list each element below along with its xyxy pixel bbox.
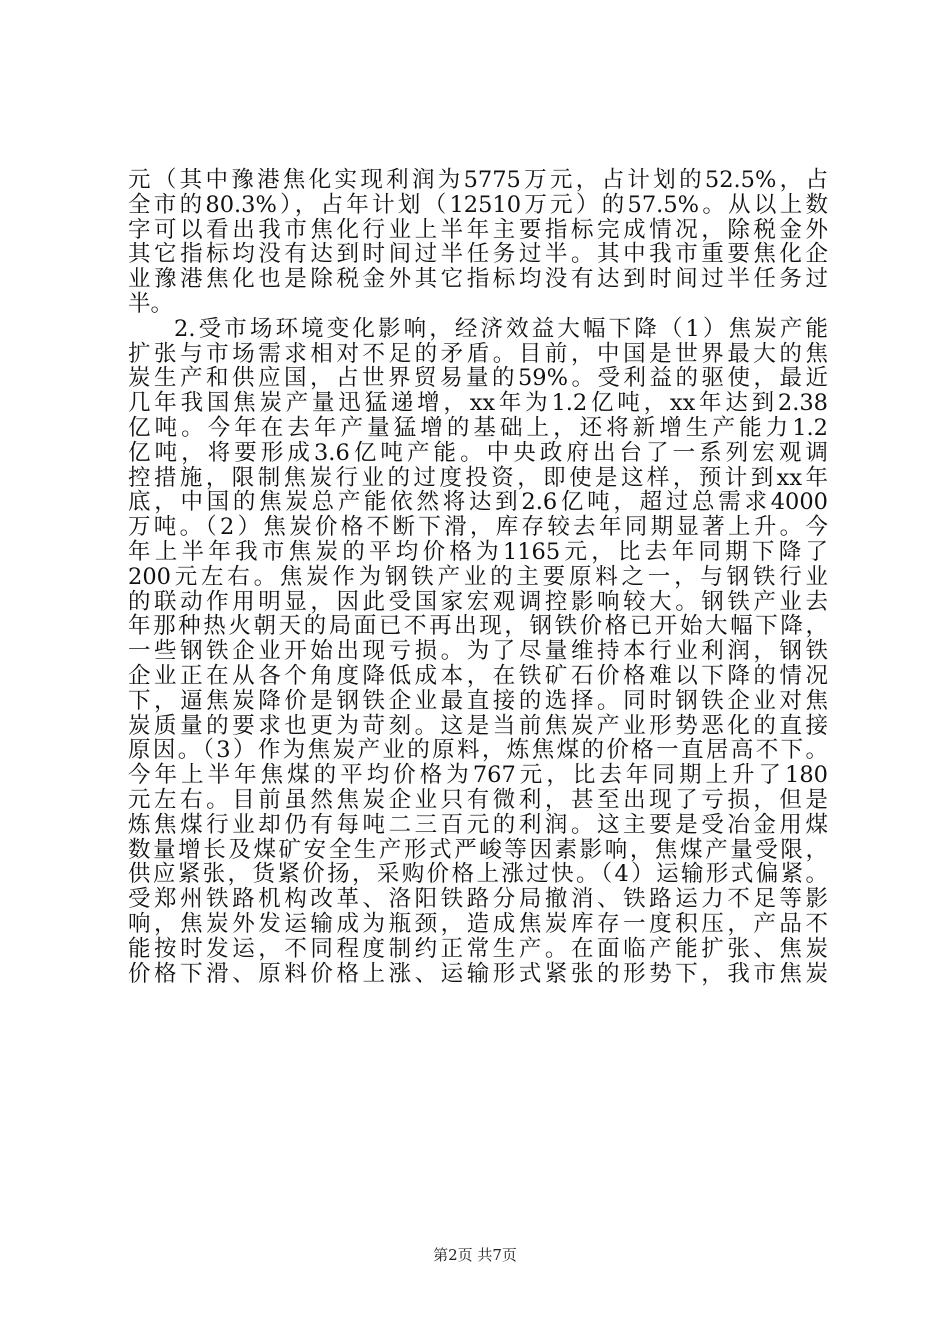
text-line: 年上半年我市焦炭的平均价格为1165元，比去年同期下降了 — [128, 538, 828, 565]
text-line: 炼焦煤行业却仍有每吨二三百元的利润。这主要是受冶金用煤 — [128, 811, 828, 838]
text-line: 元左右。目前虽然焦炭企业只有微利，甚至出现了亏损，但是 — [128, 786, 828, 813]
text-line: 半。 — [128, 290, 174, 317]
document-body — [128, 168, 828, 986]
text-line: 企业正在从各个角度降低成本，在铁矿石价格难以下降的情况 — [128, 662, 828, 689]
text-line: 炭质量的要求也更为苛刻。这是当前焦炭产业形势恶化的直接 — [128, 712, 828, 739]
text-line: 今年上半年焦煤的平均价格为767元，比去年同期上升了180 — [128, 762, 828, 789]
text-line: 2.受市场环境变化影响，经济效益大幅下降（1）焦炭产能 — [174, 315, 828, 342]
text-line: 数量增长及煤矿安全生产形式严峻等因素影响，焦煤产量受限， — [128, 836, 828, 863]
page-footer: 第2页 共7页 — [433, 1246, 517, 1264]
text-line: 亿吨，将要形成3.6亿吨产能。中央政府出台了一系列宏观调 — [128, 439, 828, 466]
text-line: 全市的80.3%），占年计划（12510万元）的57.5%。从以上数 — [128, 191, 828, 218]
text-line: 能按时发运，不同程度制约正常生产。在面临产能扩张、焦炭 — [128, 935, 828, 962]
text-line: 底，中国的焦炭总产能依然将达到2.6亿吨，超过总需求4000 — [128, 489, 828, 516]
text-line: 万吨。（2）焦炭价格不断下滑，库存较去年同期显著上升。今 — [128, 514, 828, 541]
text-line: 200元左右。焦炭作为钢铁产业的主要原料之一，与钢铁行业 — [128, 563, 828, 590]
text-line: 下，逼焦炭降价是钢铁企业最直接的选择。同时钢铁企业对焦 — [128, 687, 828, 714]
text-line: 的联动作用明显，因此受国家宏观调控影响较大。钢铁产业去 — [128, 588, 828, 615]
text-line: 价格下滑、原料价格上涨、运输形式紧张的形势下，我市焦炭 — [128, 960, 828, 987]
text-line: 几年我国焦炭产量迅猛递增，xx年为1.2亿吨，xx年达到2.38 — [128, 390, 828, 417]
text-line: 响，焦炭外发运输成为瓶颈，造成焦炭库存一度积压，产品不 — [128, 910, 828, 937]
text-line: 元（其中豫港焦化实现利润为5775万元，占计划的52.5%，占 — [128, 167, 828, 193]
text-line: 其它指标均没有达到时间过半任务过半。其中我市重要焦化企 — [128, 241, 828, 268]
text-line: 年那种热火朝天的局面已不再出现，钢铁价格已开始大幅下降， — [128, 613, 828, 640]
text-line: 扩张与市场需求相对不足的矛盾。目前，中国是世界最大的焦 — [128, 340, 828, 367]
text-line: 亿吨。今年在去年产量猛增的基础上，还将新增生产能力1.2 — [128, 414, 828, 441]
text-line: 供应紧张，货紧价扬，采购价格上涨过快。（4）运输形式偏紧。 — [128, 861, 828, 888]
text-line: 业豫港焦化也是除税金外其它指标均没有达到时间过半任务过 — [128, 266, 828, 293]
text-line: 受郑州铁路机构改革、洛阳铁路分局撤消、铁路运力不足等影 — [128, 886, 828, 913]
text-line: 控措施，限制焦炭行业的过度投资，即使是这样，预计到xx年 — [128, 464, 828, 491]
text-line: 字可以看出我市焦化行业上半年主要指标完成情况，除税金外 — [128, 216, 828, 243]
text-line: 一些钢铁企业开始出现亏损。为了尽量维持本行业利润，钢铁 — [128, 638, 828, 665]
text-line: 炭生产和供应国，占世界贸易量的59%。受利益的驱使，最近 — [128, 365, 828, 392]
text-line: 原因。（3）作为焦炭产业的原料，炼焦煤的价格一直居高不下。 — [128, 737, 828, 764]
